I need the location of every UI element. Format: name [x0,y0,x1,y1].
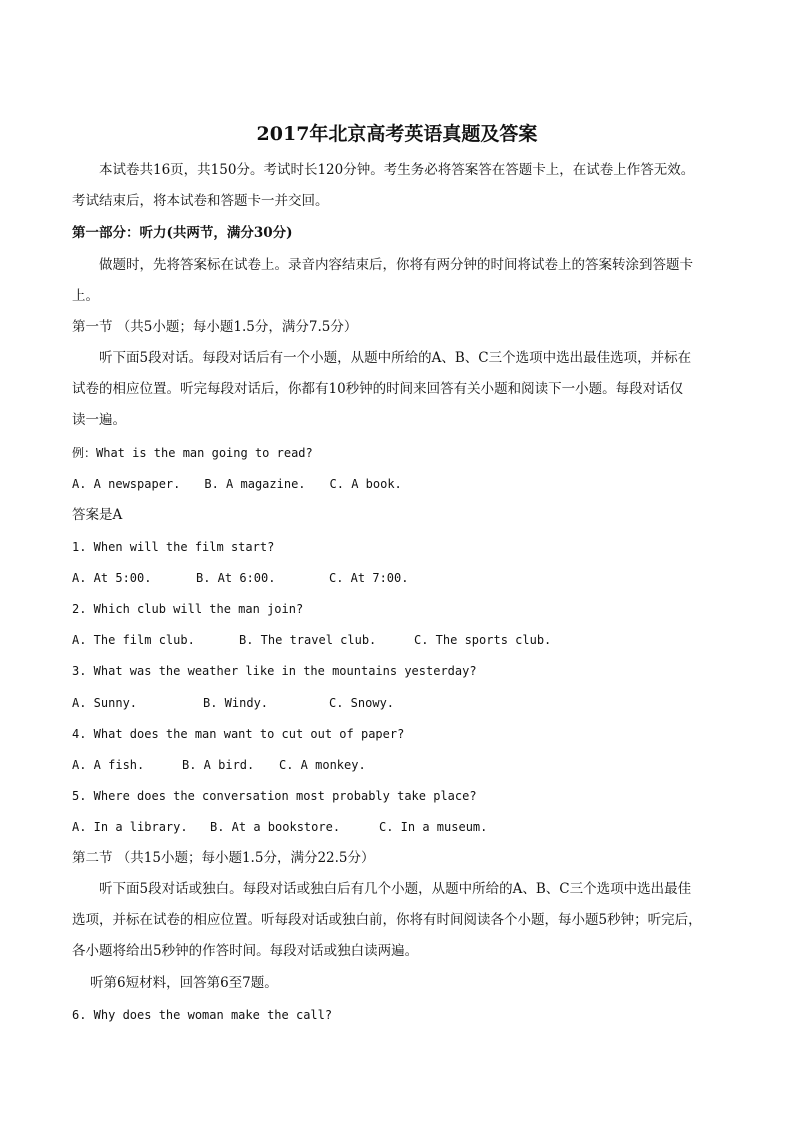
option-c: C. Snowy. [329,696,395,710]
option-a: A. A fish. [72,758,145,772]
option-a: A. The film club. [72,633,195,647]
option-a: A. Sunny. [72,696,138,710]
section2-heading: 第二节 （共15小题；每小题1.5分，满分22.5分） [72,850,375,866]
option-a: A. A newspaper. [72,477,181,491]
question-1-options [72,569,408,587]
question-4: 4. What does the man want to cut out of paper? [72,727,405,741]
option-c: C. A monkey. [279,758,366,772]
option-c: C. The sports club. [414,633,552,647]
option-b: B. At 6:00. [196,571,276,585]
question-3-options [72,694,394,712]
part1-instruction-1: 做题时，先将答案标在试卷上。录音内容结束后，你将有两分钟的时间将试卷上的答案转涂到答题卡 [99,257,693,273]
option-a: A. At 5:00. [72,571,152,585]
option-a: A. In a library. [72,820,188,834]
page-title: 2017年北京高考英语真题及答案 [256,123,538,145]
question-3: 3. What was the weather like in the mountains yesterday? [72,664,477,678]
option-b: B. A bird. [182,758,255,772]
example-answer: 答案是A [72,507,123,523]
question-1: 1. When will the film start? [72,540,275,554]
option-b: B. At a bookstore. [210,820,341,834]
section2-instruction-3: 各小题将给出5秒钟的作答时间。每段对话或独白读两遍。 [72,943,419,959]
section1-heading: 第一节 （共5小题；每小题1.5分，满分7.5分） [72,319,358,335]
section1-instruction-1: 听下面5段对话。每段对话后有一个小题，从题中所给的A、B、C三个选项中选出最佳选项，并标在 [99,350,692,366]
option-c: C. In a museum. [379,820,488,834]
question-4-options [72,756,366,774]
intro-line-2: 考试结束后，将本试卷和答题卡一并交回。 [72,193,329,209]
example-options [72,475,402,493]
material-instruction: 听第6短材料，回答第6至7题。 [90,975,278,991]
option-c: C. At 7:00. [329,571,409,585]
section2-instruction-2: 选项，并标在试卷的相应位置。听每段对话或独白前，你将有时间阅读各个小题，每小题5秒钟；听完后， [72,912,702,928]
intro-line-1: 本试卷共16页，共150分。考试时长120分钟。考生务必将答案答在答题卡上，在试卷上作答无效。 [99,162,695,178]
option-b: B. A magazine. [204,477,306,491]
section1-instruction-2: 试卷的相应位置。听完每段对话后，你都有10秒钟的时间来回答有关小题和阅读下一小题。每段对话仅 [72,381,684,397]
option-b: B. The travel club. [239,633,377,647]
part1-heading: 第一部分：听力(共两节，满分30分) [72,225,293,241]
option-c: C. A book. [329,477,402,491]
question-2-options [72,631,551,649]
question-5-options [72,818,487,836]
question-6: 6. Why does the woman make the call? [72,1008,333,1022]
part1-instruction-2: 上。 [72,288,99,304]
option-b: B. Windy. [203,696,269,710]
section2-instruction-1: 听下面5段对话或独白。每段对话或独白后有几个小题，从题中所给的A、B、C三个选项中选出最佳 [99,881,692,897]
question-5: 5. Where does the conversation most probably take place? [72,789,477,803]
example-question: 例：What is the man going to read? [72,446,313,460]
question-2: 2. Which club will the man join? [72,602,304,616]
section1-instruction-3: 读一遍。 [72,412,126,428]
